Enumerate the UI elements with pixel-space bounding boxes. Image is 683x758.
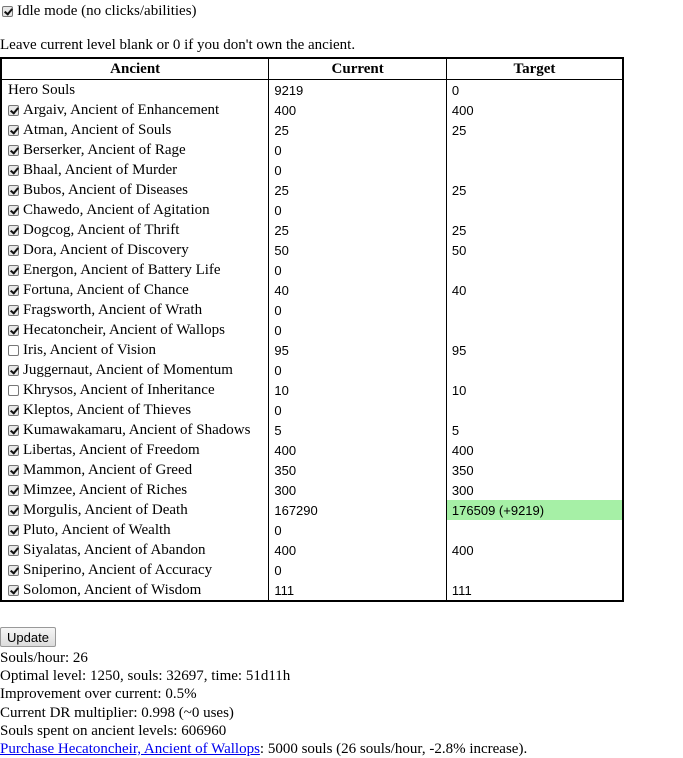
current-level-input[interactable]: 400 bbox=[269, 100, 447, 120]
ancient-checkbox[interactable] bbox=[8, 525, 19, 536]
target-level-cell: 300 bbox=[446, 480, 623, 500]
target-level-cell: 176509 (+9219) bbox=[446, 500, 623, 520]
ancient-name-cell bbox=[1, 380, 269, 400]
current-level-input[interactable]: 40 bbox=[269, 280, 447, 300]
ancient-name: Siyalatas, Ancient of Abandon bbox=[23, 541, 206, 558]
ancient-name: Fortuna, Ancient of Chance bbox=[23, 281, 189, 298]
target-level-cell: 25 bbox=[446, 220, 623, 240]
table-row bbox=[1, 260, 623, 280]
ancient-name-cell bbox=[1, 80, 269, 101]
target-level-cell bbox=[446, 140, 623, 160]
ancient-name-cell bbox=[1, 300, 269, 320]
table-row bbox=[1, 340, 623, 360]
table-row bbox=[1, 560, 623, 580]
purchase-details: : 5000 souls (26 souls/hour, -2.8% increase). bbox=[259, 741, 528, 758]
ancient-checkbox[interactable] bbox=[8, 345, 19, 356]
ancient-name-cell bbox=[1, 180, 269, 200]
target-level-cell: 95 bbox=[446, 340, 623, 360]
ancient-checkbox[interactable] bbox=[8, 585, 19, 596]
ancient-checkbox[interactable] bbox=[8, 105, 19, 116]
table-row bbox=[1, 540, 623, 560]
current-level-input[interactable]: 25 bbox=[269, 220, 447, 240]
ancient-name: Mimzee, Ancient of Riches bbox=[23, 481, 188, 498]
current-level-input[interactable]: 400 bbox=[269, 440, 447, 460]
table-header-row bbox=[1, 58, 623, 80]
ancient-name: Dora, Ancient of Discovery bbox=[23, 241, 189, 258]
current-level-input[interactable]: 350 bbox=[269, 460, 447, 480]
target-level-cell bbox=[446, 200, 623, 220]
idle-mode-checkbox[interactable] bbox=[2, 6, 13, 17]
ancient-name-cell bbox=[1, 480, 269, 500]
table-row bbox=[1, 380, 623, 400]
ancient-checkbox[interactable] bbox=[8, 545, 19, 556]
target-level-cell: 400 bbox=[446, 100, 623, 120]
target-level-cell bbox=[446, 300, 623, 320]
target-level-cell: 10 bbox=[446, 380, 623, 400]
ancient-checkbox[interactable] bbox=[8, 505, 19, 516]
ancient-name-cell bbox=[1, 340, 269, 360]
table-row bbox=[1, 520, 623, 540]
ancient-name: Bhaal, Ancient of Murder bbox=[23, 161, 178, 178]
ancient-name-cell bbox=[1, 240, 269, 260]
current-level-input[interactable]: 0 bbox=[269, 360, 447, 380]
target-level-cell: 400 bbox=[446, 540, 623, 560]
target-level-cell: 5 bbox=[446, 420, 623, 440]
ancient-name: Hero Souls bbox=[8, 81, 76, 98]
purchase-line bbox=[0, 740, 527, 758]
ancient-name-cell bbox=[1, 500, 269, 520]
ancient-name: Khrysos, Ancient of Inheritance bbox=[23, 381, 215, 398]
optimal-level: Optimal level: 1250, souls: 32697, time: 51d11h bbox=[0, 668, 291, 685]
ancient-name: Fragsworth, Ancient of Wrath bbox=[23, 301, 203, 318]
target-level-cell: 50 bbox=[446, 240, 623, 260]
current-level-input[interactable]: 0 bbox=[269, 520, 447, 540]
ancient-checkbox[interactable] bbox=[8, 185, 19, 196]
ancient-name: Energon, Ancient of Battery Life bbox=[23, 261, 221, 278]
ancient-name: Hecatoncheir, Ancient of Wallops bbox=[23, 321, 226, 338]
ancient-checkbox[interactable] bbox=[8, 485, 19, 496]
ancient-checkbox[interactable] bbox=[8, 385, 19, 396]
ancient-name: Berserker, Ancient of Rage bbox=[23, 141, 186, 158]
current-level-input[interactable]: 0 bbox=[269, 260, 447, 280]
header-target: Target bbox=[446, 58, 623, 80]
current-level-input[interactable]: 50 bbox=[269, 240, 447, 260]
ancient-name-cell bbox=[1, 100, 269, 120]
table-row bbox=[1, 240, 623, 260]
souls-per-hour: Souls/hour: 26 bbox=[0, 650, 88, 666]
ancient-name-cell bbox=[1, 420, 269, 440]
target-level-cell bbox=[446, 520, 623, 540]
souls-spent: Souls spent on ancient levels: 606960 bbox=[0, 722, 227, 739]
current-level-input[interactable]: 9219 bbox=[269, 80, 447, 101]
results-panel bbox=[0, 649, 527, 758]
ancient-checkbox[interactable] bbox=[8, 245, 19, 256]
ancient-name-cell bbox=[1, 460, 269, 480]
table-row bbox=[1, 400, 623, 420]
ancient-checkbox[interactable] bbox=[8, 165, 19, 176]
ancient-checkbox[interactable] bbox=[8, 285, 19, 296]
ancient-name-cell bbox=[1, 400, 269, 420]
purchase-link[interactable]: Purchase Hecatoncheir, Ancient of Wallops bbox=[0, 741, 260, 758]
table-row bbox=[1, 440, 623, 460]
ancient-checkbox[interactable] bbox=[8, 565, 19, 576]
ancient-checkbox[interactable] bbox=[8, 365, 19, 376]
ancient-name: Solomon, Ancient of Wisdom bbox=[23, 581, 202, 598]
current-level-input[interactable]: 0 bbox=[269, 560, 447, 580]
ancient-name-cell bbox=[1, 320, 269, 340]
target-level-cell: 25 bbox=[446, 120, 623, 140]
target-level-cell bbox=[446, 260, 623, 280]
table-row bbox=[1, 180, 623, 200]
table-row bbox=[1, 140, 623, 160]
ancient-name: Iris, Ancient of Vision bbox=[23, 341, 156, 358]
ancients-table bbox=[0, 57, 624, 602]
ancient-name-cell bbox=[1, 120, 269, 140]
target-level-cell: 40 bbox=[446, 280, 623, 300]
ancient-name-cell bbox=[1, 160, 269, 180]
current-level-input[interactable]: 167290 bbox=[269, 500, 447, 520]
target-level-cell bbox=[446, 360, 623, 380]
table-row bbox=[1, 120, 623, 140]
current-level-input[interactable]: 0 bbox=[269, 200, 447, 220]
current-level-input[interactable]: 10 bbox=[269, 380, 447, 400]
table-row bbox=[1, 300, 623, 320]
target-level-cell: 0 bbox=[446, 80, 623, 101]
table-row bbox=[1, 280, 623, 300]
ancient-name: Atman, Ancient of Souls bbox=[23, 121, 172, 138]
target-level-cell: 400 bbox=[446, 440, 623, 460]
ancient-name: Kumawakamaru, Ancient of Shadows bbox=[23, 421, 251, 438]
current-level-input[interactable]: 25 bbox=[269, 120, 447, 140]
target-level-cell: 350 bbox=[446, 460, 623, 480]
target-level-cell: 111 bbox=[446, 580, 623, 601]
ancient-name: Kleptos, Ancient of Thieves bbox=[23, 401, 192, 418]
instruction-note: Leave current level blank or 0 if you don't own the ancient. bbox=[0, 37, 356, 53]
table-row bbox=[1, 480, 623, 500]
current-level-input[interactable]: 111 bbox=[269, 580, 447, 601]
update-button[interactable]: Update bbox=[0, 627, 56, 647]
ancient-name: Mammon, Ancient of Greed bbox=[23, 461, 193, 478]
table-row bbox=[1, 320, 623, 340]
current-level-input[interactable]: 95 bbox=[269, 340, 447, 360]
ancient-name-cell bbox=[1, 200, 269, 220]
ancient-checkbox[interactable] bbox=[8, 145, 19, 156]
ancient-name-cell bbox=[1, 260, 269, 280]
header-current: Current bbox=[269, 58, 447, 80]
idle-mode-option bbox=[0, 2, 197, 20]
ancient-name-cell bbox=[1, 280, 269, 300]
ancient-name: Libertas, Ancient of Freedom bbox=[23, 441, 200, 458]
ancient-name: Chawedo, Ancient of Agitation bbox=[23, 201, 210, 218]
ancient-checkbox[interactable] bbox=[8, 445, 19, 456]
ancient-checkbox[interactable] bbox=[8, 205, 19, 216]
table-row bbox=[1, 580, 623, 601]
current-level-input[interactable]: 400 bbox=[269, 540, 447, 560]
ancient-name-cell bbox=[1, 440, 269, 460]
ancient-name-cell bbox=[1, 220, 269, 240]
table-row bbox=[1, 500, 623, 520]
current-level-input[interactable]: 0 bbox=[269, 300, 447, 320]
ancient-name-cell bbox=[1, 560, 269, 580]
ancient-name-cell bbox=[1, 360, 269, 380]
ancient-name: Dogcog, Ancient of Thrift bbox=[23, 221, 180, 238]
ancient-checkbox[interactable] bbox=[8, 425, 19, 436]
ancient-checkbox[interactable] bbox=[8, 125, 19, 136]
ancient-checkbox[interactable] bbox=[8, 465, 19, 476]
current-level-input[interactable]: 0 bbox=[269, 140, 447, 160]
current-level-input[interactable]: 25 bbox=[269, 180, 447, 200]
target-level-cell bbox=[446, 320, 623, 340]
ancient-checkbox[interactable] bbox=[8, 305, 19, 316]
target-level-cell bbox=[446, 400, 623, 420]
dr-multiplier: Current DR multiplier: 0.998 (~0 uses) bbox=[0, 704, 234, 721]
current-level-input[interactable]: 0 bbox=[269, 320, 447, 340]
ancient-name-cell bbox=[1, 580, 269, 601]
current-level-input[interactable]: 0 bbox=[269, 400, 447, 420]
table-row bbox=[1, 460, 623, 480]
current-level-input[interactable]: 5 bbox=[269, 420, 447, 440]
table-row bbox=[1, 420, 623, 440]
ancient-name: Argaiv, Ancient of Enhancement bbox=[23, 101, 220, 118]
idle-mode-label: Idle mode (no clicks/abilities) bbox=[17, 2, 197, 19]
ancient-name: Sniperino, Ancient of Accuracy bbox=[23, 561, 213, 578]
ancient-checkbox[interactable] bbox=[8, 225, 19, 236]
current-level-input[interactable]: 0 bbox=[269, 160, 447, 180]
table-row bbox=[1, 100, 623, 120]
table-row bbox=[1, 80, 623, 101]
target-level-cell bbox=[446, 160, 623, 180]
target-level-cell bbox=[446, 560, 623, 580]
improvement: Improvement over current: 0.5% bbox=[0, 686, 197, 703]
table-row bbox=[1, 200, 623, 220]
ancient-name-cell bbox=[1, 140, 269, 160]
ancient-name: Bubos, Ancient of Diseases bbox=[23, 181, 188, 198]
target-level-cell: 25 bbox=[446, 180, 623, 200]
ancient-checkbox[interactable] bbox=[8, 405, 19, 416]
ancient-name: Juggernaut, Ancient of Momentum bbox=[23, 361, 233, 378]
ancient-checkbox[interactable] bbox=[8, 265, 19, 276]
current-level-input[interactable]: 300 bbox=[269, 480, 447, 500]
table-row bbox=[1, 360, 623, 380]
table-row bbox=[1, 220, 623, 240]
table-row bbox=[1, 160, 623, 180]
header-ancient: Ancient bbox=[1, 58, 269, 80]
ancient-name-cell bbox=[1, 540, 269, 560]
ancient-name: Pluto, Ancient of Wealth bbox=[23, 521, 171, 538]
ancient-checkbox[interactable] bbox=[8, 325, 19, 336]
ancient-name-cell bbox=[1, 520, 269, 540]
ancient-name: Morgulis, Ancient of Death bbox=[23, 501, 188, 518]
